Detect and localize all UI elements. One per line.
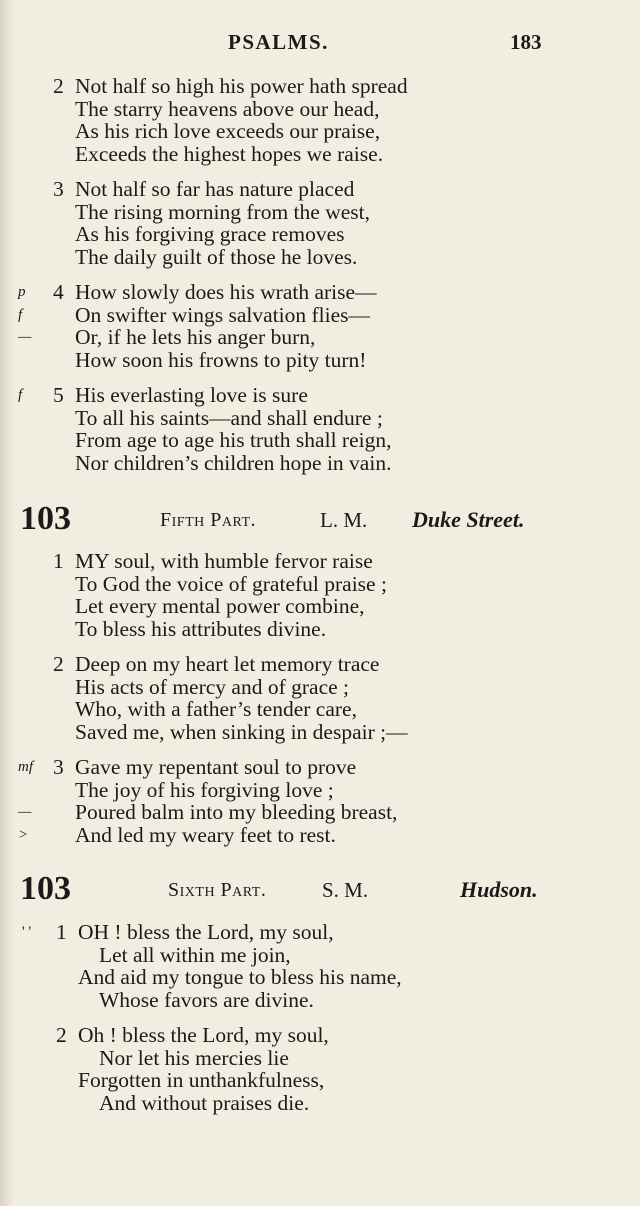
dynamic-mark: ' ' bbox=[22, 924, 32, 940]
verse-line: Let every mental power combine, bbox=[75, 594, 365, 618]
verse-line: Forgotten in unthankfulness, bbox=[78, 1068, 325, 1092]
stanza-number: 4 bbox=[53, 280, 64, 304]
stanza-number: 1 bbox=[56, 920, 67, 944]
dynamic-mark: f bbox=[18, 306, 23, 323]
verse-line: On swifter wings salvation flies— bbox=[75, 302, 370, 327]
stanza-number: 2 bbox=[53, 74, 64, 98]
hymn-part: Fifth Part. bbox=[160, 509, 257, 531]
verse-line: How soon his frowns to pity turn! bbox=[75, 347, 367, 372]
verse-line: Who, with a father’s tender care, bbox=[75, 697, 357, 721]
stanza-number: 5 bbox=[53, 383, 64, 407]
dynamic-mark: mf bbox=[18, 759, 33, 775]
stanza-2-top bbox=[53, 74, 408, 166]
verse-line: Nor let his mercies lie bbox=[99, 1045, 289, 1070]
stanza-number: 1 bbox=[53, 549, 64, 573]
verse-line: His acts of mercy and of grace ; bbox=[75, 674, 350, 699]
verse-line: Gave my repentant soul to prove bbox=[75, 755, 357, 779]
verse-line: The daily guilt of those he loves. bbox=[75, 244, 358, 269]
page-number: 183 bbox=[510, 30, 542, 54]
verse-line: And without praises die. bbox=[99, 1090, 310, 1115]
verse-line: To God the voice of grateful praise ; bbox=[75, 571, 387, 596]
verse-line: Poured balm into my bleeding breast, bbox=[75, 800, 398, 824]
stanza-number: 2 bbox=[53, 652, 64, 676]
verse-line: Saved me, when sinking in despair ;— bbox=[75, 719, 408, 744]
stanza-3-fifth bbox=[18, 755, 398, 847]
stanza-number: 2 bbox=[56, 1023, 67, 1047]
verse-line: To bless his attributes divine. bbox=[75, 616, 327, 641]
verse-line: How slowly does his wrath arise— bbox=[75, 280, 377, 304]
verse-line: MY soul, with humble fervor raise bbox=[75, 549, 373, 573]
dynamic-mark: — bbox=[18, 329, 32, 345]
verse-line: And led my weary feet to rest. bbox=[75, 822, 336, 847]
hymn-number: 103 bbox=[20, 500, 71, 537]
verse-line: Not half so high his power hath spread bbox=[75, 74, 408, 98]
running-header-title: PSALMS. bbox=[228, 30, 329, 54]
hymn-part: Sixth Part. bbox=[168, 879, 267, 901]
dynamic-mark: p bbox=[18, 284, 26, 300]
dynamic-mark: f bbox=[18, 387, 23, 403]
dynamic-mark: > bbox=[18, 826, 29, 843]
verse-line: And aid my tongue to bless his name, bbox=[78, 965, 402, 989]
verse-line: Not half so far has nature placed bbox=[75, 177, 355, 201]
verse-line: To all his saints—and shall endure ; bbox=[75, 405, 383, 430]
hymn-number: 103 bbox=[20, 870, 71, 907]
verse-line: The rising morning from the west, bbox=[75, 199, 370, 224]
dynamic-mark: — bbox=[18, 804, 32, 820]
stanza-3-top bbox=[53, 177, 370, 269]
verse-line: Oh ! bless the Lord, my soul, bbox=[78, 1023, 329, 1047]
verse-line: The joy of his forgiving love ; bbox=[75, 777, 334, 802]
stanza-number: 3 bbox=[53, 755, 64, 779]
verse-line: Whose favors are divine. bbox=[99, 987, 314, 1012]
tune-name: Duke Street. bbox=[412, 507, 525, 532]
verse-line: Let all within me join, bbox=[99, 942, 291, 967]
stanza-2-fifth bbox=[53, 652, 408, 744]
verse-line: Exceeds the highest hopes we raise. bbox=[75, 141, 384, 166]
verse-line: Deep on my heart let memory trace bbox=[75, 652, 380, 676]
verse-line: Nor children’s children hope in vain. bbox=[75, 450, 392, 475]
hymn-meter: S. M. bbox=[322, 878, 369, 902]
verse-line: OH ! bless the Lord, my soul, bbox=[78, 920, 334, 944]
tune-name: Hudson. bbox=[460, 877, 538, 902]
stanza-1-sixth bbox=[22, 920, 402, 1012]
verse-line: As his rich love exceeds our praise, bbox=[75, 119, 381, 143]
stanza-1-fifth bbox=[53, 549, 387, 641]
page-edge bbox=[0, 0, 14, 1206]
verse-line: From age to age his truth shall reign, bbox=[75, 428, 392, 452]
verse-line: The starry heavens above our head, bbox=[75, 96, 380, 121]
verse-line: Or, if he lets his anger burn, bbox=[75, 325, 316, 349]
verse-line: His everlasting love is sure bbox=[75, 383, 308, 407]
stanza-4-top bbox=[18, 280, 377, 372]
stanza-5-top bbox=[18, 383, 392, 475]
stanza-number: 3 bbox=[53, 177, 64, 201]
stanza-2-sixth bbox=[56, 1023, 329, 1115]
hymn-meter: L. M. bbox=[320, 508, 368, 532]
verse-line: As his forgiving grace removes bbox=[75, 222, 345, 246]
